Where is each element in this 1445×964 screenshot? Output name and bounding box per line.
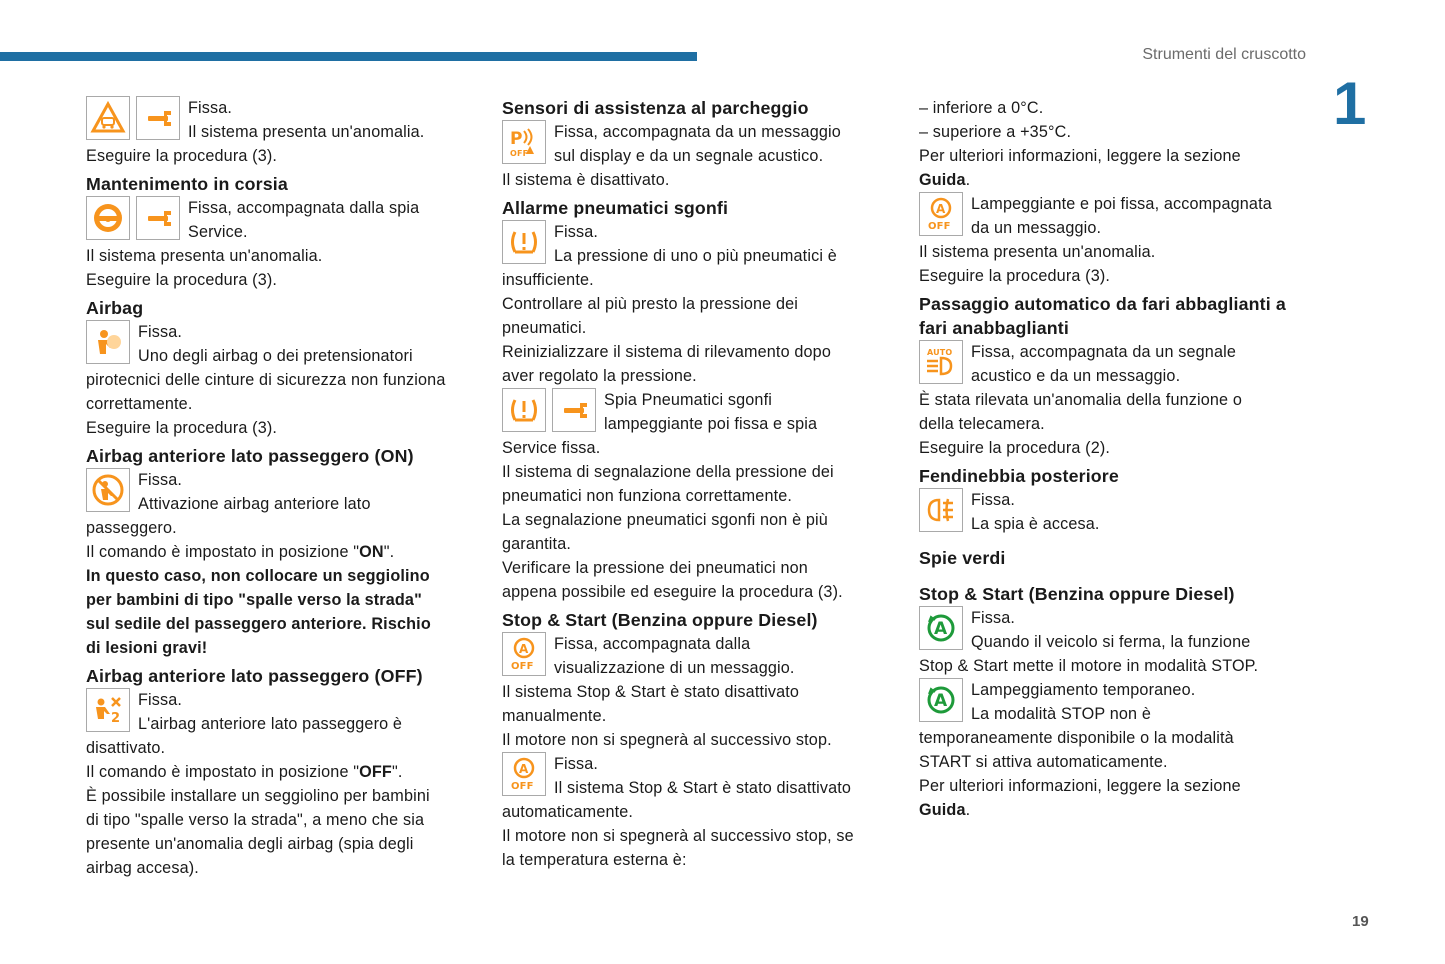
entry-rear-fog: Fissa. La spia è accesa. xyxy=(919,488,1311,536)
svg-text:OFF: OFF xyxy=(511,781,534,792)
entry-airbag: Fissa. Uno degli airbag o dei pretensionatori xyxy=(86,320,478,368)
parking-sensor-off-icon xyxy=(502,120,546,164)
entry-auto-beam: AUTO Fissa, accompagnata da un segnale acustico e da un messaggio. xyxy=(919,340,1311,388)
svg-text:OFF: OFF xyxy=(928,221,951,232)
stop-start-off-icon xyxy=(502,752,546,796)
heading-lane-keeping: Mantenimento in corsia xyxy=(86,174,288,194)
heading-airbag: Airbag xyxy=(86,298,144,318)
svg-text:AUTO: AUTO xyxy=(927,348,953,357)
heading-tyre-pressure: Allarme pneumatici sgonfi xyxy=(502,198,729,218)
svg-text:OFF: OFF xyxy=(510,149,529,158)
column-3: – inferiore a 0°C. – superiore a +35°C. Per ulteriori informazioni, leggere la sezione Guida. A OFF Lampeggiante e poi fissa, accompagnata da un messaggio. Il sistema presenta un'anomalia. Eseguire la procedura (3). Passaggio automatico da fari abbaglianti a fari anabbaglianti AUTO Fissa, accompagnata da un segnale acustico e da un messaggio. È stata rilevata un'anomalia della funzione o della telecamera. Eseguire la procedura (2). Fendinebbia posteriore Fissa. La spia è accesa. Spie verdi Stop & Start (Benzina oppure Diesel) A Fissa. Quando il veicolo si ferma, la funzione Stop & Start mette il motore in modalità STOP. A Lampeggiamento temporaneo. La modalità STOP non è temporaneamente disponibile o la modalità START si attiva automaticamente. Per ulteriori informazioni, leggere la sezione Guida. xyxy=(919,96,1311,822)
heading-green-lights: Spie verdi xyxy=(919,548,1006,568)
entry-parking-sensors: P OFF Fissa, accompagnata da un messaggio sul display e da un segnale acustico. xyxy=(502,120,894,168)
heading-parking-sensors: Sensori di assistenza al parcheggio xyxy=(502,98,809,118)
svg-text:A: A xyxy=(519,762,529,776)
heading-airbag-on: Airbag anteriore lato passeggero (ON) xyxy=(86,446,414,466)
passenger-airbag-off-icon xyxy=(86,688,130,732)
stop-start-active-icon xyxy=(919,606,963,650)
heading-stop-start: Stop & Start (Benzina oppure Diesel) xyxy=(502,610,818,630)
svg-text:A: A xyxy=(936,202,946,216)
section-title: Strumenti del cruscotto xyxy=(1142,46,1306,63)
header-accent-bar xyxy=(0,52,697,61)
service-wrench-icon xyxy=(136,96,180,140)
heading-rear-fog: Fendinebbia posteriore xyxy=(919,466,1119,486)
svg-text:A: A xyxy=(519,642,529,656)
heading-stop-start-green: Stop & Start (Benzina oppure Diesel) xyxy=(919,584,1235,604)
svg-text:OFF: OFF xyxy=(511,661,534,672)
rear-fog-lamp-icon xyxy=(919,488,963,532)
svg-text:P: P xyxy=(510,129,523,149)
svg-text:2: 2 xyxy=(111,711,121,726)
stop-start-active-icon xyxy=(919,678,963,722)
entry-stop-start-active: A Fissa. Quando il veicolo si ferma, la funzione xyxy=(919,606,1311,654)
passenger-airbag-on-icon xyxy=(86,468,130,512)
service-wrench-icon xyxy=(136,196,180,240)
stop-start-off-icon xyxy=(502,632,546,676)
svg-text:A: A xyxy=(934,691,948,711)
page-number: 19 xyxy=(1352,913,1369,930)
tyre-pressure-icon xyxy=(502,220,546,264)
entry-stop-start-auto: A OFF Fissa. Il sistema Stop & Start è stato disattivato xyxy=(502,752,894,800)
chapter-number: 1 xyxy=(1333,70,1367,137)
heading-airbag-off: Airbag anteriore lato passeggero (OFF) xyxy=(86,666,423,686)
entry-tyre-system-fault: Spia Pneumatici sgonfi lampeggiante poi fissa e spia xyxy=(502,388,894,436)
column-2: Sensori di assistenza al parcheggio P OFF Fissa, accompagnata da un messaggio sul display e da un segnale acustico. Il sistema è disattivato. Allarme pneumatici sgonfi Fissa. La pressione di uno o più pneumatici è insufficiente. Controllare al più presto la pressione dei pneumatici. Reinizializzare il sistema di rilevamento dopo aver regolato la pressione. Spia Pneumatici sgonfi lampeggiante poi fissa e spia Service fissa. Il sistema di segnalazione della pressione dei pneumatici non funziona correttamente. La segnalazione pneumatici sgonfi non è più garantita. Verificare la pressione dei pneumatici non appena possibile ed eseguire la procedura (3). Stop & Start (Benzina oppure Diesel) A OFF Fissa, accompagnata dalla visualizzazione di un messaggio. Il sistema Stop & Start è stato disattivato manualmente. Il motore non si spegnerà al successivo stop. A OFF Fissa. Il sistema Stop & Start è stato disattivato automaticamente. Il motore non si spegnerà al successivo stop, se la temperatura esterna è: xyxy=(502,96,894,872)
airbag-warning-icon xyxy=(86,320,130,364)
entry-airbag-on: Fissa. Attivazione airbag anteriore lato xyxy=(86,468,478,516)
svg-text:A: A xyxy=(934,619,948,639)
entry-lane-keeping: Fissa, accompagnata dalla spia Service. xyxy=(86,196,478,244)
stop-start-off-icon xyxy=(919,192,963,236)
steering-wheel-icon xyxy=(86,196,130,240)
entry-tyre-pressure: Fissa. La pressione di uno o più pneumatici è xyxy=(502,220,894,268)
entry-stop-start-fault: A OFF Lampeggiante e poi fissa, accompagnata da un messaggio. xyxy=(919,192,1311,240)
auto-headlamp-icon xyxy=(919,340,963,384)
entry-stop-start-blink: A Lampeggiamento temporaneo. La modalità STOP non è xyxy=(919,678,1311,726)
column-1: Fissa. Il sistema presenta un'anomalia. Eseguire la procedura (3). Mantenimento in corsia Fissa, accompagnata dalla spia Service. Il sistema presenta un'anomalia. Eseguire la procedura (3). Airbag Fissa. Uno degli airbag o dei pretensionatori pirotecnici delle cinture di sicurezza non funziona correttamente. Eseguire la procedura (3). Airbag anteriore lato passeggero (ON) Fissa. Attivazione airbag anteriore lato passeggero. Il comando è impostato in posizione "ON". In questo caso, non collocare un seggiolino per bambini di tipo "spalle verso la strada" sul sedile del passeggero anteriore. Rischio di lesioni gravi! Airbag anteriore lato passeggero (OFF) 2 Fissa. L'airbag anteriore lato passeggero è disattivato. Il comando è impostato in posizione "OFF". È possibile installare un seggiolino per bambini di tipo "spalle verso la strada", a meno che sia presente un'anomalia degli airbag (spia degli airbag accesa). xyxy=(86,96,478,880)
entry-stop-start-manual: A OFF Fissa, accompagnata dalla visualizzazione di un messaggio. xyxy=(502,632,894,680)
service-wrench-icon xyxy=(552,388,596,432)
entry-airbag-off: 2 Fissa. L'airbag anteriore lato passeggero è xyxy=(86,688,478,736)
lane-warning-icon xyxy=(86,96,130,140)
tyre-pressure-icon xyxy=(502,388,546,432)
entry-lane-fault: Fissa. Il sistema presenta un'anomalia. xyxy=(86,96,478,144)
heading-auto-beam: Passaggio automatico da fari abbaglianti a fari anabbaglianti xyxy=(919,294,1286,338)
